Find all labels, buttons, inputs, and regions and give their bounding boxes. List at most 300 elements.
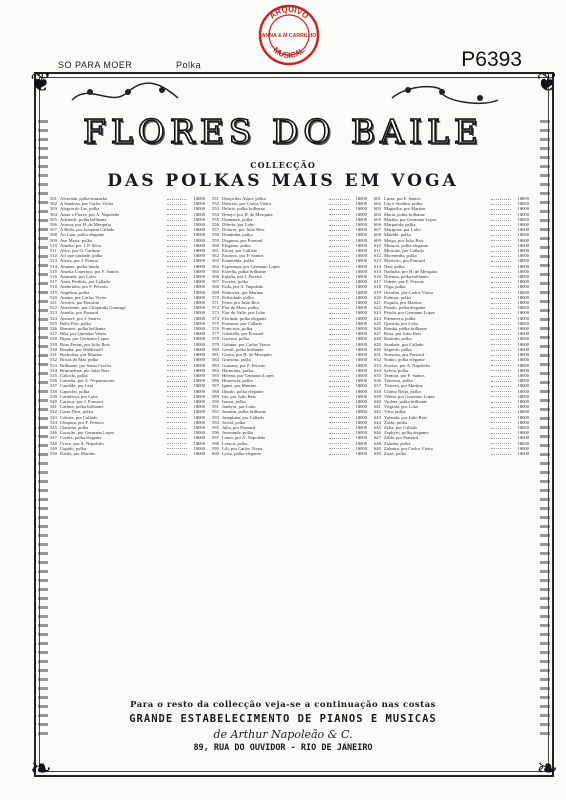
entry-price: 1$000: [193, 284, 205, 290]
dot-leader: [329, 253, 349, 257]
dot-leader: [329, 357, 349, 361]
entry-price: 1$000: [355, 216, 367, 222]
entry-number: 524: [50, 315, 57, 321]
entry-title: Illusão, polka elegante: [222, 388, 264, 394]
entry-price: 1$000: [193, 258, 205, 264]
entry-title: Ignez, por Martins: [222, 383, 257, 389]
entry-title: Mimosa, polka elegante: [384, 242, 429, 248]
entry-number: 607: [374, 227, 381, 233]
entry-number: 558: [212, 232, 219, 238]
dot-leader: [491, 269, 511, 273]
dot-leader: [329, 274, 349, 278]
entry-number: 622: [374, 305, 381, 311]
entry-price: 1$000: [355, 388, 367, 394]
entry-number: 553: [212, 206, 219, 212]
dot-leader: [329, 326, 349, 330]
entry-title: Mysterio, por Ponsard: [384, 258, 425, 264]
dot-leader: [491, 284, 511, 288]
entry-number: 530: [50, 346, 57, 352]
entry-number: 545: [50, 424, 57, 430]
dot-leader: [491, 441, 511, 445]
entry-title: Noemia, polka brilhante: [384, 274, 429, 280]
dot-leader: [491, 383, 511, 387]
dot-leader: [491, 300, 511, 304]
entry-number: 598: [212, 440, 219, 446]
entry-title: Velina, por Germano Lopes: [384, 393, 435, 399]
dot-leader: [167, 352, 187, 356]
entry-title: Saudade, por Callado: [384, 341, 424, 347]
corner-flourish-icon: ❦: [30, 68, 52, 98]
entry-number: 619: [374, 289, 381, 295]
dot-leader: [329, 373, 349, 377]
entry-number: 537: [50, 383, 57, 389]
entry-price: 1$000: [355, 450, 367, 456]
dot-leader: [329, 248, 349, 252]
dot-leader: [167, 253, 187, 257]
entry-price: 1$000: [193, 253, 205, 259]
entry-number: 612: [374, 253, 381, 259]
entry-title: Sonho, polka elegante: [384, 357, 425, 363]
entry-number: 564: [212, 263, 219, 269]
entry-number: 565: [212, 268, 219, 274]
entry-title: Violeta, polka brilhante: [384, 398, 428, 404]
entry-title: Cravo, por A. Napoleão: [60, 440, 104, 446]
entry-price: 1$000: [355, 409, 367, 415]
entry-number: 586: [212, 378, 219, 384]
entry-price: 1$000: [517, 352, 529, 358]
entry-title: Borboleta, por Martins: [60, 352, 102, 358]
entry-title: Magnolia, por Martins: [384, 206, 426, 212]
entry-price: 1$000: [517, 315, 529, 321]
entry-number: 609: [374, 237, 381, 243]
entry-title: Margarida, polka: [384, 222, 416, 228]
dot-leader: [167, 409, 187, 413]
entry-number: 584: [212, 367, 219, 373]
entry-title: Ternura, por F. Santos: [384, 372, 425, 378]
entry-title: Paixão, polka elegante: [384, 305, 426, 311]
entry-number: 544: [50, 419, 57, 425]
entry-price: 1$000: [517, 378, 529, 384]
dot-leader: [329, 383, 349, 387]
entry-title: Felicidade, polka: [222, 294, 254, 300]
entry-title: Gloria, por H. de Mesquita: [222, 352, 272, 358]
entry-title: Ao Luar, polka elegante: [60, 232, 105, 238]
entry-price: 1$000: [517, 372, 529, 378]
entry-price: 1$000: [517, 206, 529, 212]
publisher-heading: GRANDE ESTABELECIMENTO DE PIANOS E MUSICAS: [129, 713, 437, 725]
entry-title: Carioca, por J. Ponsard: [60, 398, 103, 404]
entry-title: A Saudosa, por Carlos Vieira: [60, 201, 114, 207]
dot-leader: [491, 342, 511, 346]
dot-leader: [491, 264, 511, 268]
entry-number: 509: [50, 237, 57, 243]
entry-title: Dança dos Anjos, polka: [222, 196, 266, 201]
entry-price: 1$000: [517, 409, 529, 415]
entry-price: 1$000: [355, 300, 367, 306]
entry-number: 597: [212, 435, 219, 441]
entry-price: 1$000: [193, 435, 205, 441]
entry-title: Graciosa, polka: [222, 357, 251, 363]
entry-number: 641: [374, 404, 381, 410]
dot-leader: [329, 415, 349, 419]
entry-number: 555: [212, 216, 219, 222]
entry-title: Jasmim, polka brilhante: [222, 409, 267, 415]
entry-title: Miosotis, por Callado: [384, 248, 424, 254]
entry-title: Diamante, polka: [222, 216, 253, 222]
left-vine-ornament: [38, 120, 48, 740]
entry-price: 1$000: [355, 253, 367, 259]
entry-price: 1$000: [517, 450, 529, 456]
svg-text:MUSICAL: [271, 45, 306, 60]
dot-leader: [491, 238, 511, 242]
entry-title: A Bella, por Joaquim Callado: [60, 227, 115, 233]
entry-price: 1$000: [193, 352, 205, 358]
entry-number: 613: [374, 258, 381, 264]
entry-title: Amizade, por Lobo: [60, 274, 96, 280]
catalog-number: P6393: [461, 48, 522, 71]
entry-number: 562: [212, 253, 219, 259]
entry-title: Estrella, polka brilhante: [222, 268, 267, 274]
entry-price: 1$000: [517, 331, 529, 337]
dot-leader: [167, 389, 187, 393]
entry-title: Duquesa, por Ponsard: [222, 237, 263, 243]
entry-price: 1$000: [517, 341, 529, 347]
entry-price: 1$000: [355, 222, 367, 228]
entry-price: 1$000: [517, 388, 529, 394]
entry-title: Paquita, por Martins: [384, 300, 422, 306]
entry-number: 624: [374, 315, 381, 321]
entry-price: 1$000: [355, 346, 367, 352]
entry-price: 1$000: [517, 300, 529, 306]
dot-leader: [329, 243, 349, 247]
dot-leader: [491, 373, 511, 377]
entry-price: 1$000: [355, 372, 367, 378]
entry-title: Helena, por Germano Lopes: [222, 372, 275, 378]
entry-title: Elvira, por Callado: [222, 248, 258, 254]
dot-leader: [491, 316, 511, 320]
entry-number: 615: [374, 268, 381, 274]
dot-leader: [491, 409, 511, 413]
entry-title: Leonor, polka: [222, 440, 248, 446]
dot-leader: [491, 435, 511, 439]
entry-number: 617: [374, 279, 381, 285]
dot-leader: [167, 212, 187, 216]
entry-title: Cupido, polka: [60, 445, 87, 451]
entry-price: 1$000: [517, 440, 529, 446]
entry-title: Clarinha, polka: [60, 424, 89, 430]
entry-price: 1$000: [517, 320, 529, 326]
entry-title: Moreninha, polka: [384, 253, 417, 259]
dot-leader: [491, 227, 511, 231]
entry-price: 1$000: [193, 222, 205, 228]
entry-price: 1$000: [355, 274, 367, 280]
dot-leader: [167, 222, 187, 226]
entry-title: Orvalho, por Carlos Vieira: [384, 289, 433, 295]
entry-number: 627: [374, 331, 381, 337]
entry-price: 1$000: [355, 424, 367, 430]
dot-leader: [329, 368, 349, 372]
corner-flourish-icon: ❦: [536, 68, 558, 98]
entry-title: Gaivota, polka: [222, 336, 250, 342]
entry-title: Nair, polka: [384, 263, 405, 269]
entry-number: 616: [374, 274, 381, 280]
entry-number: 648: [374, 440, 381, 446]
entry-number: 550: [50, 450, 57, 456]
entry-title: Meiga, por Julio Reis: [384, 237, 424, 243]
entry-title: Bemtevi, polka brilhante: [60, 326, 106, 332]
entry-number: 591: [212, 404, 219, 410]
entry-title: Eulalia, por J. Pereira: [222, 274, 262, 280]
entry-title: Luz e Sombra, polka: [384, 201, 423, 207]
continuation-note: Para o resto da collecção veja-se a continuação nas costas: [130, 700, 436, 710]
dot-leader: [491, 331, 511, 335]
dot-leader: [491, 290, 511, 294]
entry-number: 634: [374, 367, 381, 373]
dot-leader: [329, 342, 349, 346]
dot-leader: [167, 305, 187, 309]
entry-price: 1$000: [517, 310, 529, 316]
entry-title: Delirio, polka brilhante: [222, 206, 265, 212]
entry-price: 1$000: [355, 435, 367, 441]
dot-leader: [167, 441, 187, 445]
entry-number: 522: [50, 305, 57, 311]
entry-price: 1$000: [193, 357, 205, 363]
entry-number: 576: [212, 326, 219, 332]
entry-title: Alice, por O. Cardoso: [60, 248, 101, 254]
entry-price: 1$000: [193, 279, 205, 285]
entry-price: 1$000: [355, 357, 367, 363]
entry-title: Harmonia, polka: [222, 367, 253, 373]
entry-title: Ultimo Beijo, polka: [384, 388, 421, 394]
entry-title: Esmeralda, polka: [222, 258, 254, 264]
dot-leader: [491, 295, 511, 299]
dot-leader: [491, 310, 511, 314]
entry-number: 582: [212, 357, 219, 363]
dot-leader: [329, 441, 349, 445]
entry-title: Guarany, por F. Peixoto: [222, 362, 266, 368]
entry-price: 1$000: [355, 263, 367, 269]
dot-leader: [167, 258, 187, 262]
dot-leader: [167, 451, 187, 455]
entry-number: 538: [50, 388, 57, 394]
dot-leader: [491, 404, 511, 408]
entry-number: 573: [212, 310, 219, 316]
entry-number: 625: [374, 320, 381, 326]
catalog-entry: [374, 451, 529, 456]
catalog-column: [50, 196, 205, 456]
entry-number: 589: [212, 393, 219, 399]
catalog-column: [374, 196, 529, 456]
dot-leader: [167, 206, 187, 210]
entry-price: 1$000: [517, 357, 529, 363]
entry-title: Celeste, por Callado: [60, 414, 98, 420]
entry-price: 1$000: [355, 352, 367, 358]
entry-number: 508: [50, 232, 57, 238]
dot-leader: [491, 326, 511, 330]
entry-price: 1$000: [355, 294, 367, 300]
entry-number: 588: [212, 388, 219, 394]
dot-leader: [167, 435, 187, 439]
entry-number: 546: [50, 430, 57, 436]
dot-leader: [167, 425, 187, 429]
entry-price: 1$000: [355, 248, 367, 254]
entry-title: Galante, por Carlos Vieira: [222, 341, 271, 347]
entry-number: 540: [50, 398, 57, 404]
entry-number: 618: [374, 284, 381, 290]
entry-number: 603: [374, 206, 381, 212]
entry-price: 1$000: [193, 398, 205, 404]
dot-leader: [329, 227, 349, 231]
dot-leader: [167, 217, 187, 221]
entry-number: 632: [374, 357, 381, 363]
entry-number: 515: [50, 268, 57, 274]
entry-title: Casta Diva, polka: [60, 409, 93, 415]
entry-number: 513: [50, 258, 57, 264]
entry-title: Bibi, por Quintino Vieira: [60, 331, 107, 337]
entry-number: 650: [374, 450, 381, 456]
dot-leader: [329, 300, 349, 304]
entry-number: 647: [374, 435, 381, 441]
entry-title: Candida, por Leal: [60, 383, 94, 389]
dot-leader: [167, 243, 187, 247]
entry-price: 1$000: [355, 242, 367, 248]
dot-leader: [329, 420, 349, 424]
dot-leader: [329, 451, 349, 455]
entry-number: 535: [50, 372, 57, 378]
entry-number: 510: [50, 242, 57, 248]
dot-leader: [167, 300, 187, 304]
entry-number: 501: [50, 196, 57, 201]
entry-price: 1$000: [355, 279, 367, 285]
entry-number: 533: [50, 362, 57, 368]
entry-number: 531: [50, 352, 57, 358]
entry-price: 1$000: [193, 341, 205, 347]
entry-price: 1$000: [355, 367, 367, 373]
dot-leader: [329, 295, 349, 299]
entry-number: 642: [374, 409, 381, 415]
entry-number: 570: [212, 294, 219, 300]
entry-number: 559: [212, 237, 219, 243]
entry-price: 1$000: [193, 445, 205, 451]
entry-price: 1$000: [193, 383, 205, 389]
entry-title: Camelia, por A. Nepomuceno: [60, 378, 115, 384]
entry-title: Florinda, polka elegante: [222, 315, 267, 321]
entry-title: Annita, por Carlos Vieira: [60, 294, 107, 300]
entry-title: Encanto, por F. Santos: [222, 253, 264, 259]
entry-number: 512: [50, 253, 57, 259]
entry-price: 1$000: [193, 419, 205, 425]
entry-number: 569: [212, 289, 219, 295]
dot-leader: [167, 284, 187, 288]
dot-leader: [329, 258, 349, 262]
entry-price: 1$000: [355, 440, 367, 446]
entry-price: 1$000: [193, 378, 205, 384]
entry-number: 583: [212, 362, 219, 368]
dot-leader: [167, 373, 187, 377]
entry-number: 560: [212, 242, 219, 248]
entry-price: 1$000: [517, 362, 529, 368]
entry-price: 1$000: [517, 404, 529, 410]
entry-number: 629: [374, 341, 381, 347]
entry-number: 602: [374, 201, 381, 207]
entry-number: 556: [212, 222, 219, 228]
entry-price: 1$000: [193, 206, 205, 212]
dot-leader: [329, 446, 349, 450]
dot-leader: [167, 336, 187, 340]
dot-leader: [329, 430, 349, 434]
entry-price: 1$000: [517, 398, 529, 404]
entry-number: 571: [212, 300, 219, 306]
dot-leader: [491, 253, 511, 257]
dot-leader: [329, 394, 349, 398]
entry-price: 1$000: [193, 388, 205, 394]
entry-number: 601: [374, 196, 381, 201]
entry-price: 1$000: [517, 326, 529, 332]
entry-title: Cabocla, polka: [60, 372, 88, 378]
entry-title: Arrufos, por Bomfim: [60, 300, 100, 306]
entry-price: 1$000: [355, 341, 367, 347]
dot-leader: [329, 425, 349, 429]
entry-title: Pérola, por Germano Lopes: [384, 310, 435, 316]
entry-title: Brisas do Mar, polka: [60, 357, 99, 363]
entry-price: 1$000: [517, 268, 529, 274]
entry-title: Primavera, polka: [384, 315, 416, 321]
entry-price: 1$000: [355, 268, 367, 274]
entry-title: Zulmira, por Carlos Vieira: [384, 445, 433, 451]
entry-price: 1$000: [517, 248, 529, 254]
entry-price: 1$000: [355, 315, 367, 321]
entry-title: Segredo, polka: [384, 346, 412, 352]
entry-price: 1$000: [355, 404, 367, 410]
dot-leader: [167, 279, 187, 283]
dot-leader: [491, 305, 511, 309]
entry-title: Dilecta, por Lobo: [222, 222, 255, 228]
entry-title: Zaida, polka: [384, 419, 407, 425]
dot-leader: [491, 420, 511, 424]
dot-leader: [167, 326, 187, 330]
entry-price: 1$000: [355, 237, 367, 243]
dot-leader: [167, 274, 187, 278]
entry-price: 1$000: [193, 310, 205, 316]
dot-leader: [329, 269, 349, 273]
entry-number: 614: [374, 263, 381, 269]
entry-title: Ai! que saudade, polka: [60, 253, 103, 259]
dot-leader: [491, 415, 511, 419]
dot-leader: [329, 389, 349, 393]
entry-number: 534: [50, 367, 57, 373]
entry-number: 640: [374, 398, 381, 404]
dot-leader: [491, 206, 511, 210]
entry-number: 525: [50, 320, 57, 326]
dot-leader: [329, 363, 349, 367]
entry-title: Attrahente, por Chiquinha Gonzaga: [60, 305, 126, 311]
entry-price: 1$000: [193, 367, 205, 373]
entry-price: 1$000: [193, 232, 205, 238]
entry-price: 1$000: [355, 284, 367, 290]
entry-title: Bijou, por Germano Lopes: [60, 336, 110, 342]
entry-title: Andorinha, por F. Peixoto: [60, 284, 108, 290]
dot-leader: [491, 248, 511, 252]
dot-leader: [491, 363, 511, 367]
dot-leader: [167, 295, 187, 299]
entry-title: Amor Perdido, por Callado: [60, 279, 111, 285]
entry-price: 1$000: [193, 300, 205, 306]
entry-title: Doudinha, polka: [222, 232, 253, 238]
entry-price: 1$000: [193, 315, 205, 321]
dot-leader: [167, 394, 187, 398]
corner-flourish-icon: ❧: [30, 754, 52, 784]
entry-number: 568: [212, 284, 219, 290]
